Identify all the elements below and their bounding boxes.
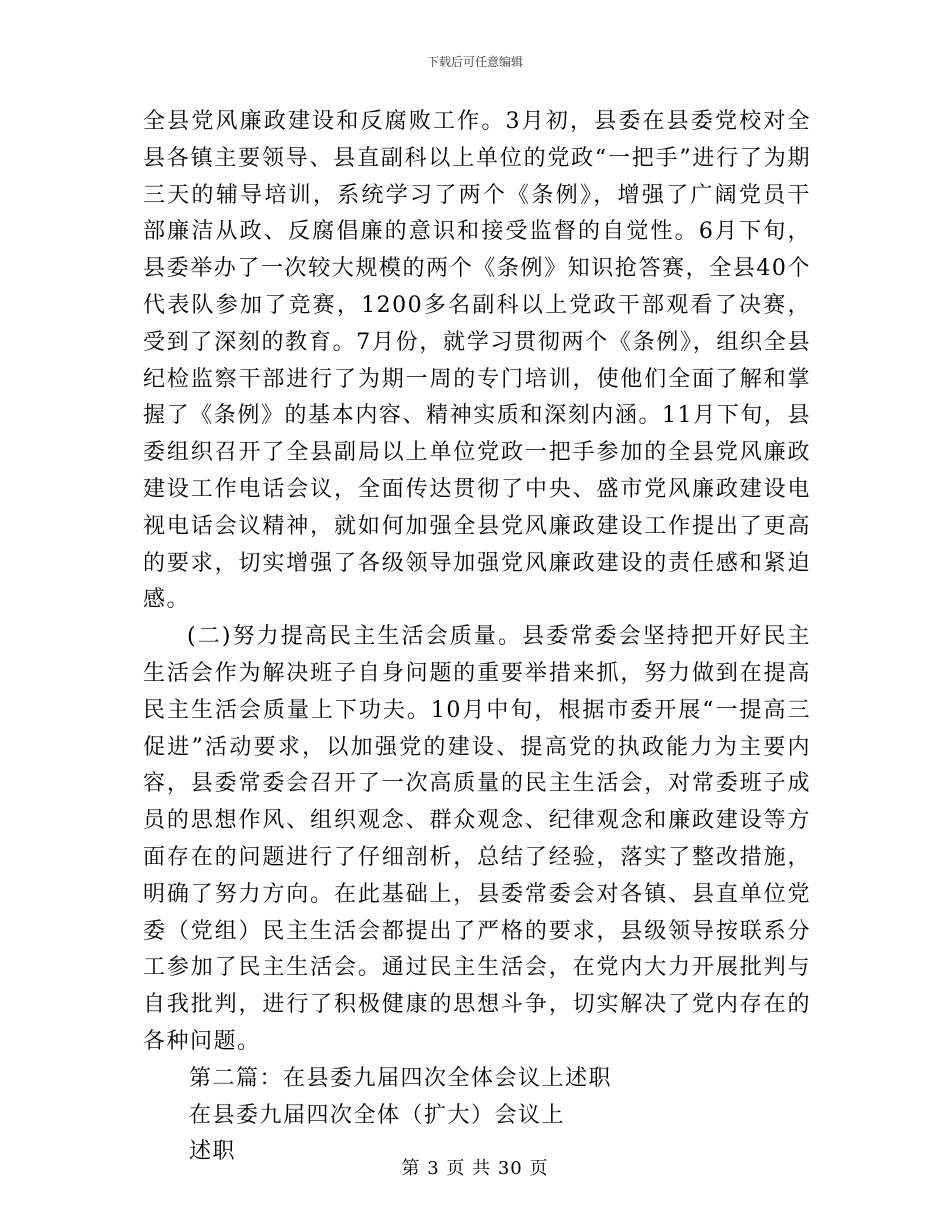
section-subtitle: 述职 (189, 1139, 237, 1165)
body-paragraph: 全县党风廉政建设和反腐败工作。3月初，县委在县委党校对全县各镇主要领导、县直副科以上单位的党政“一把手”进行了为期三天的辅导培训，系统学习了两个《条例》，增强了广阔党员干部廉洁从政、反腐倡廉的意识和接受监督的自觉性。6月下旬，县委举办了一次较大规模的两个《条例》知识抢答赛，全县40个代表队参加了竞赛，1200多名副科以上党政干部观看了决赛，受到了深刻的教育。7月份，就学习贯彻两个《条例》，组织全县纪检监察干部进行了为期一周的专门培训，使他们全面了解和掌握了《条例》的基本内容、精神实质和深刻内涵。11月下旬，县委组织召开了全县副局以上单位党政一把手参加的全县党风廉政建设工作电话会议，全面传达贯彻了中央、盛市党风廉政建设电视电话会议精神，就如何加强全县党风廉政建设工作提出了更高的要求，切实增强了各级领导加强党风廉政建设的责任感和紧迫感。 (143, 109, 811, 613)
section-subtitle: 在县委九届四次全体（扩大）会议上 (189, 1102, 566, 1128)
body-paragraph: (二)努力提高民主生活会质量。县委常委会坚持把开好民主生活会作为解决班子自身问题的重要举措来抓，努力做到在提高民主生活会质量上下功夫。10月中旬，根据市委开展“一提高三促进”活动要求，以加强党的建设、提高党的执政能力为主要内容，县委常委会召开了一次高质量的民主生活会，对常委班子成员的思想作风、组织观念、群众观念、纪律观念和廉政建设等方面存在的问题进行了仔细剖析，总结了经验，落实了整改措施，明确了努力方向。在此基础上，县委常委会对各镇、县直单位党委（党组）民主生活会都提出了严格的要求，县级领导按联系分工参加了民主生活会。通过民主生活会，在党内大力开展批判与自我批判，进行了积极健康的思想斗争，切实解决了党内存在的各种问题。 (143, 624, 811, 1054)
page-footer: 第 3 页 共 30 页 (401, 1158, 549, 1179)
document-body (143, 104, 811, 1171)
page-header: 下载后可任意编辑 (426, 55, 523, 69)
section-title: 第二篇：在县委九届四次全体会议上述职 (189, 1065, 613, 1091)
